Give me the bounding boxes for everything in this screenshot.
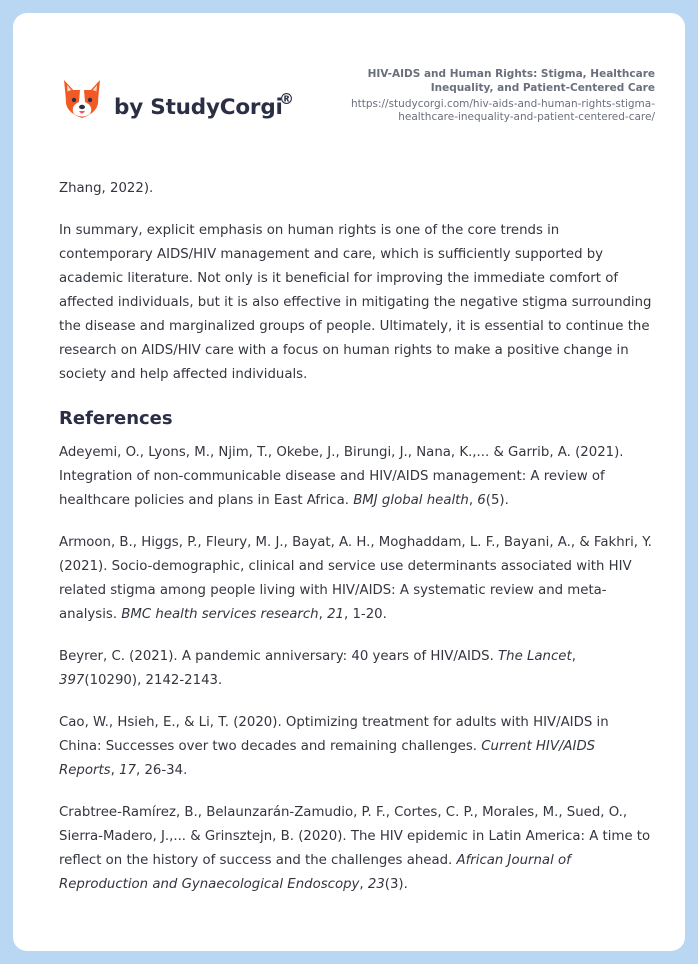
reference-tail: , 1-20.	[344, 607, 387, 622]
studycorgi-logo[interactable]	[60, 76, 320, 136]
reference-tail: (3).	[384, 877, 408, 892]
reference-tail: , 26-34.	[136, 763, 188, 778]
document-url[interactable]: https://studycorgi.com/hiv-aids-and-human-rights-stigma-healthcare-inequality-and-patient-centered-care/	[350, 98, 655, 123]
reference-volume: 17	[119, 763, 136, 778]
reference-volume: 6	[477, 493, 486, 508]
reference-journal: Current HIV/AIDS Reports	[59, 739, 596, 778]
document-page	[13, 13, 685, 951]
document-header	[325, 67, 655, 124]
reference-text: Armoon, B., Higgs, P., Fleury, M. J., Bayat, A. H., Moghaddam, L. F., Bayani, A., & Fakhri, Y. (2021). Socio-demographic, clinical and service use determinants associated with HIV related stigma among people living with HIV/AIDS: A systematic review and meta-analysis.	[59, 535, 652, 622]
reference-separator: ,	[110, 763, 120, 778]
reference-item	[59, 645, 655, 693]
reference-text: Adeyemi, O., Lyons, M., Njim, T., Okebe, J., Birungi, J., Nana, K.,... & Garrib, A. (2021). Integration of non-communicable disease and HIV/AIDS management: A review of healthcare policies and plans in East Africa.	[59, 445, 624, 508]
corgi-logo-icon	[60, 76, 104, 122]
reference-item	[59, 441, 655, 513]
reference-separator: ,	[359, 877, 368, 892]
registered-mark: ®	[279, 90, 294, 108]
reference-text: Crabtree-Ramírez, B., Belaunzarán-Zamudio, P. F., Cortes, C. P., Morales, M., Sued, O., Sierra-Madero, J.,... & Grinsztejn, B. (2020). The HIV epidemic in Latin America: A time to reflect on the history of success and the challenges ahead.	[59, 805, 651, 868]
reference-volume: 21	[327, 607, 345, 622]
reference-journal: BMC health services research	[121, 607, 319, 622]
reference-journal: BMJ global health	[353, 493, 469, 508]
document-body	[59, 177, 655, 915]
brand-name: by StudyCorgi	[114, 95, 283, 120]
reference-item	[59, 531, 655, 627]
references-heading: References	[59, 408, 173, 429]
summary-paragraph: In summary, explicit emphasis on human rights is one of the core trends in contemporary AIDS/HIV management and care, which is sufficiently supported by academic literature. Not only is it beneficial for improving the immediate comfort of affected individuals, but it is also effective in mitigating the negative stigma surrounding the disease and marginalized groups of people. Ultimately, it is essential to continue the research on AIDS/HIV care with a focus on human rights to make a positive change in society and help affected individuals.	[59, 223, 652, 382]
reference-separator: ,	[468, 493, 478, 508]
reference-text: Beyrer, C. (2021). A pandemic anniversary: 40 years of HIV/AIDS.	[59, 649, 499, 664]
references-list	[59, 441, 655, 897]
reference-volume: 23	[367, 877, 385, 892]
document-title: HIV-AIDS and Human Rights: Stigma, Healthcare Inequality, and Patient-Centered Care	[367, 68, 655, 94]
reference-item	[59, 711, 655, 783]
reference-journal: African Journal of Reproduction and Gynaecological Endoscopy	[59, 853, 571, 892]
reference-journal: The Lancet	[498, 649, 572, 664]
reference-separator: ,	[318, 607, 328, 622]
reference-separator: ,	[571, 649, 576, 664]
reference-tail: (5).	[485, 493, 509, 508]
continuation-paragraph: Zhang, 2022).	[59, 181, 154, 196]
reference-item	[59, 801, 655, 897]
reference-text: Cao, W., Hsieh, E., & Li, T. (2020). Optimizing treatment for adults with HIV/AIDS in China: Successes over two decades and remaining challenges.	[59, 715, 609, 754]
reference-tail: (10290), 2142-2143.	[84, 673, 223, 688]
reference-volume: 397	[59, 673, 85, 688]
